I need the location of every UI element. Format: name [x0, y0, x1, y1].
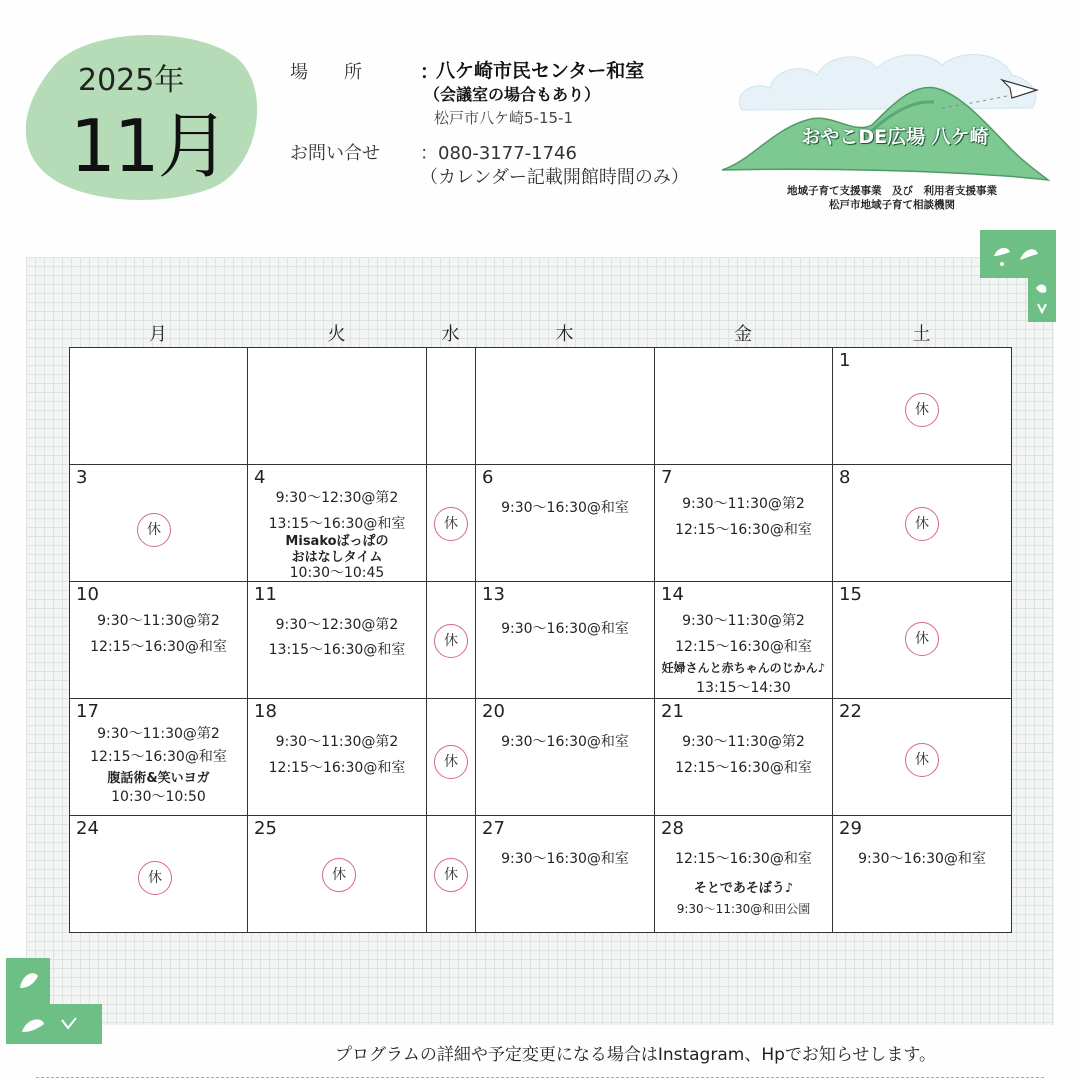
closed-badge: 休 [322, 858, 356, 892]
place-colon: ： [420, 61, 440, 83]
event-time: 9:30〜16:30@和室 [501, 734, 629, 750]
event-time: 12:15〜16:30@和室 [90, 639, 227, 655]
event-time: 12:15〜16:30@和室 [675, 851, 812, 867]
calendar-cell-day-24 [70, 816, 248, 933]
day-number: 25 [254, 818, 277, 839]
day-number: 27 [482, 818, 505, 839]
event-time: 13:15〜16:30@和室 [268, 516, 406, 532]
place-address: 松戸市八ケ崎5-15-1 [434, 109, 573, 127]
closed-badge: 休 [434, 624, 468, 658]
calendar-cell-day-7 [655, 465, 833, 582]
weekday-wed: 水 [441, 324, 460, 345]
closed-badge: 休 [905, 743, 939, 777]
day-number: 24 [76, 818, 99, 839]
calendar-cell-day-20 [476, 699, 655, 816]
day-number: 7 [661, 467, 673, 488]
event-time: 9:30〜11:30@第2 [682, 734, 805, 750]
calendar-cell-day-11 [248, 582, 427, 699]
leaf-icon [980, 230, 1056, 278]
mountain-logo [712, 40, 1062, 200]
calendar-cell-day-28 [655, 816, 833, 933]
calendar-cell-day-29 [833, 816, 1012, 933]
event-time: 12:15〜16:30@和室 [90, 749, 227, 765]
calendar-cell-day-6 [476, 465, 655, 582]
event-time: 9:30〜16:30@和室 [501, 621, 629, 637]
event-time: 13:15〜16:30@和室 [268, 642, 406, 658]
day-number: 13 [482, 584, 505, 605]
calendar-cell-day-25 [248, 816, 427, 933]
day-number: 1 [839, 350, 851, 371]
event-time: 9:30〜11:30@第2 [97, 726, 220, 742]
day-number: 14 [661, 584, 684, 605]
calendar-cell-empty [70, 348, 248, 465]
closed-badge: 休 [434, 858, 468, 892]
weekday-tue: 火 [327, 324, 346, 345]
calendar-cell-wed [427, 816, 476, 933]
event-time: 12:15〜16:30@和室 [675, 760, 812, 776]
event-time: 12:15〜16:30@和室 [675, 522, 812, 538]
event-title: Misakoばっぱの [285, 534, 389, 549]
contact-note: （カレンダー記載開館時間のみ） [420, 167, 689, 188]
calendar-cell-day-17 [70, 699, 248, 816]
calendar-cell-day-21 [655, 699, 833, 816]
event-time: 13:15〜14:30 [696, 680, 791, 696]
calendar-cell-day-8 [833, 465, 1012, 582]
footer-divider [36, 1077, 1044, 1078]
closed-badge: 休 [905, 507, 939, 541]
event-time: 9:30〜16:30@和室 [501, 851, 629, 867]
leaf-icon [6, 1004, 102, 1044]
event-time: 12:15〜16:30@和室 [675, 639, 812, 655]
day-number: 17 [76, 701, 99, 722]
event-title: おはなしタイム [291, 550, 383, 565]
event-time: 9:30〜16:30@和室 [858, 851, 986, 867]
place-value: 八ケ崎市民センター和室 [436, 60, 645, 82]
calendar-cell-day-10 [70, 582, 248, 699]
year-label: 2025年 [78, 63, 185, 98]
contact-phone: ：080-3177-1746 [420, 143, 577, 164]
calendar-cell-empty [427, 348, 476, 465]
day-number: 22 [839, 701, 862, 722]
logo-subtitle-2: 松戸市地域子育て相談機関 [829, 199, 955, 211]
day-number: 10 [76, 584, 99, 605]
leaf-decoration-top [980, 230, 1056, 278]
leaf-icon [1028, 278, 1056, 322]
event-time: 9:30〜12:30@第2 [275, 490, 399, 506]
calendar-grid [69, 347, 1012, 933]
day-number: 8 [839, 467, 851, 488]
calendar-cell-wed [427, 465, 476, 582]
event-time: 10:30〜10:50 [111, 789, 206, 805]
event-time: 9:30〜11:30@第2 [682, 613, 805, 629]
calendar-cell-day-1 [833, 348, 1012, 465]
event-time: 9:30〜11:30@第2 [97, 613, 220, 629]
leaf-decoration-bottom-tail [6, 1004, 102, 1044]
weekday-thu: 木 [555, 324, 574, 345]
calendar-cell-empty [248, 348, 427, 465]
logo-title: おやこDE広場 八ケ崎 [801, 126, 989, 148]
calendar-cell-day-3 [70, 465, 248, 582]
calendar-cell-empty [476, 348, 655, 465]
calendar-week-3 [70, 582, 1012, 699]
event-time: 9:30〜11:30@第2 [682, 496, 805, 512]
day-number: 28 [661, 818, 684, 839]
weekday-sat: 土 [912, 324, 931, 345]
month-label: 11月 [70, 104, 228, 188]
day-number: 11 [254, 584, 277, 605]
calendar-cell-day-15 [833, 582, 1012, 699]
event-title: そとであそぼう♪ [693, 881, 794, 896]
closed-badge: 休 [905, 393, 939, 427]
day-number: 4 [254, 467, 266, 488]
calendar-cell-day-14 [655, 582, 833, 699]
calendar-week-2 [70, 465, 1012, 582]
closed-badge: 休 [434, 745, 468, 779]
calendar-cell-empty [655, 348, 833, 465]
place-label: 場 所 [290, 62, 362, 83]
weekday-mon: 月 [149, 324, 167, 345]
leaf-decoration-top-tail [1028, 278, 1056, 322]
day-number: 21 [661, 701, 684, 722]
event-time: 10:30〜10:45 [289, 565, 385, 581]
calendar-cell-day-18 [248, 699, 427, 816]
day-number: 29 [839, 818, 862, 839]
closed-badge: 休 [434, 507, 468, 541]
place-note: （会議室の場合もあり） [424, 85, 601, 104]
calendar-cell-day-13 [476, 582, 655, 699]
event-time: 9:30〜11:30@和田公園 [676, 902, 811, 916]
closed-badge: 休 [905, 622, 939, 656]
event-time: 9:30〜16:30@和室 [501, 500, 629, 516]
calendar-week-4 [70, 699, 1012, 816]
day-number: 20 [482, 701, 505, 722]
leaf-icon [6, 958, 50, 1004]
event-time: 9:30〜11:30@第2 [275, 734, 399, 750]
day-number: 6 [482, 467, 494, 488]
closed-badge: 休 [137, 513, 171, 547]
calendar-cell-day-22 [833, 699, 1012, 816]
day-number: 18 [254, 701, 277, 722]
logo-subtitle-1: 地域子育て支援事業 及び 利用者支援事業 [787, 185, 997, 197]
event-time: 12:15〜16:30@和室 [268, 760, 406, 776]
leaf-decoration-bottom [6, 958, 50, 1004]
calendar-cell-day-27 [476, 816, 655, 933]
day-number: 15 [839, 584, 862, 605]
event-title: 妊婦さんと赤ちゃんのじかん♪ [661, 661, 826, 675]
calendar-week-1 [70, 348, 1012, 465]
weekday-fri: 金 [734, 324, 752, 345]
event-title: 腹話術&笑いヨガ [107, 771, 210, 786]
calendar-cell-wed [427, 582, 476, 699]
contact-label: お問い合せ [290, 143, 380, 164]
event-time: 9:30〜12:30@第2 [275, 617, 399, 633]
day-number: 3 [76, 467, 88, 488]
calendar-cell-wed [427, 699, 476, 816]
calendar-week-5 [70, 816, 1012, 933]
calendar-cell-day-4 [248, 465, 427, 582]
footer-note: プログラムの詳細や予定変更になる場合はInstagram、Hpでお知らせします。 [335, 1045, 937, 1065]
closed-badge: 休 [138, 861, 172, 895]
